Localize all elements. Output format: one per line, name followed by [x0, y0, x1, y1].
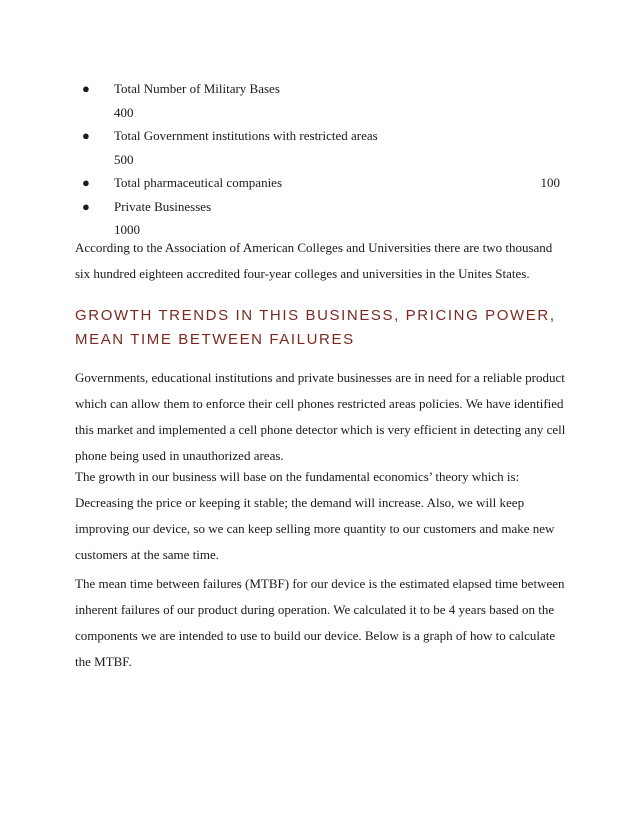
bullet-value: 100	[540, 175, 560, 190]
bullet-label: Total Government institutions with restricted areas	[114, 128, 378, 143]
bullet-item-military-bases	[82, 77, 572, 124]
bullet-icon: ●	[82, 81, 90, 96]
bullet-label: Total pharmaceutical companies	[114, 175, 283, 190]
bullet-label: Private Businesses	[114, 198, 212, 214]
bullet-value: 500	[114, 151, 134, 167]
bullet-icon: ●	[82, 175, 90, 190]
bullet-icon: ●	[82, 128, 90, 143]
section-heading: GROWTH TRENDS IN THIS BUSINESS, PRICING POWER, MEAN TIME BETWEEN FAILURES	[75, 307, 556, 348]
paragraph-growth: The growth in our business will base on the fundamental economics’ theory which is: Decreasing the price or keeping it stable; the demand will increase. Also, we will keep improving our device, so we can keep selling more quantity to our customers and make new customers at the same time.	[75, 469, 555, 562]
statistics-bullet-list	[82, 77, 572, 242]
bullet-item-pharmaceutical-companies	[82, 171, 572, 195]
bullet-label: Total Number of Military Bases	[114, 81, 280, 96]
bullet-icon: ●	[82, 198, 90, 214]
paragraph-market: Governments, educational institutions and private businesses are in need for a reliable product which can allow them to enforce their cell phones restricted areas policies. We have identified this market and implemented a cell phone detector which is very efficient in detecting any cell phone being used in unauthorized areas.	[75, 370, 566, 463]
paragraph-mtbf: The mean time between failures (MTBF) for our device is the estimated elapsed time between inherent failures of our product during operation. We calculated it to be 4 years based on the components we are intended to use to build our device. Below is a graph of how to calculate the MTBF.	[75, 576, 565, 669]
intro-paragraph: According to the Association of American Colleges and Universities there are two thousand six hundred eighteen accredited four-year colleges and universities in the Unites States.	[75, 240, 553, 281]
bullet-value: 400	[114, 104, 134, 120]
bullet-item-government-institutions	[82, 124, 572, 171]
bullet-value: 1000	[114, 222, 140, 237]
